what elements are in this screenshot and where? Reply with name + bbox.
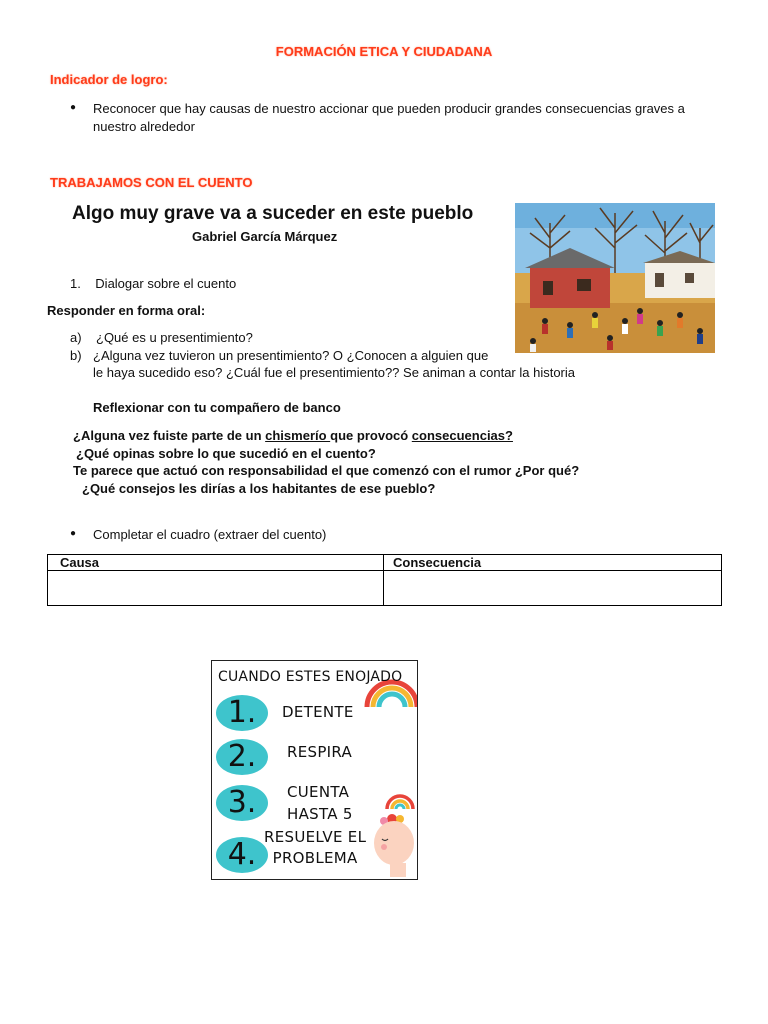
bullet-icon: ● <box>70 528 77 539</box>
step-number-1: 1. <box>216 695 268 731</box>
reflect-question-3: Te parece que actuó con responsabilidad el que comenzó con el rumor ¿Por qué? <box>73 463 580 478</box>
cell-consecuencia[interactable] <box>384 571 722 606</box>
question-a: ¿Qué es u presentimiento? <box>96 330 253 345</box>
reflect-question-2: ¿Qué opinas sobre lo que sucedió en el cuento? <box>76 446 376 461</box>
cell-causa[interactable] <box>48 571 384 606</box>
step-text-4: RESUELVE EL PROBLEMA <box>264 828 367 867</box>
question-a-marker: a) <box>70 330 82 345</box>
village-painting-image <box>515 203 715 353</box>
r1-part-a: ¿Alguna vez fuiste parte de un <box>73 428 266 443</box>
bullet-icon: ● <box>70 102 77 113</box>
anger-steps-poster <box>211 660 418 880</box>
header-causa: Causa <box>48 555 384 571</box>
step-text-2: RESPIRA <box>287 743 353 761</box>
small-rainbow-icon <box>384 787 416 809</box>
indicator-text: Reconocer que hay causas de nuestro accionar que pueden producir grandes consecuencias graves a nuestro alrededor <box>93 101 685 134</box>
r1-part-c: que provocó <box>330 428 412 443</box>
step-number-4: 4. <box>216 837 268 873</box>
r1-part-b: chismerío <box>265 428 331 443</box>
calm-face-icon <box>370 811 416 877</box>
r1-part-d: consecuencias? <box>411 428 513 443</box>
header-consecuencia: Consecuencia <box>384 555 722 571</box>
oral-label: Responder en forma oral: <box>47 303 206 318</box>
section-heading: TRABAJAMOS CON EL CUENTO <box>50 175 253 190</box>
step-number-2: 2. <box>216 739 268 775</box>
subject-title: FORMACIÓN ETICA Y CIUDADANA <box>275 44 493 59</box>
question-b-marker: b) <box>70 348 82 363</box>
question-b-line2: le haya sucedido eso? ¿Cuál fue el presentimiento?? Se animan a contar la historia <box>93 365 576 380</box>
poster-title: CUANDO ESTES ENOJADO <box>218 669 403 685</box>
story-title: Algo muy grave va a suceder en este pueblo <box>72 203 474 224</box>
cause-consequence-table <box>47 554 722 606</box>
step-1-dialogar: 1. Dialogar sobre el cuento <box>70 276 237 291</box>
story-author: Gabriel García Márquez <box>192 229 338 244</box>
step-number-3: 3. <box>216 785 268 821</box>
question-b-line1: ¿Alguna vez tuvieron un presentimiento? O ¿Conocen a alguien que <box>93 348 489 363</box>
reflect-label: Reflexionar con tu compañero de banco <box>93 400 341 415</box>
complete-instruction: Completar el cuadro (extraer del cuento) <box>93 527 327 542</box>
step-text-3: CUENTA HASTA 5 <box>287 783 353 823</box>
step-text-1: DETENTE <box>282 703 354 721</box>
indicator-label: Indicador de logro: <box>50 72 168 87</box>
reflect-question-4: ¿Qué consejos les dirías a los habitantes de ese pueblo? <box>82 481 436 496</box>
reflect-question-1 <box>73 427 513 445</box>
